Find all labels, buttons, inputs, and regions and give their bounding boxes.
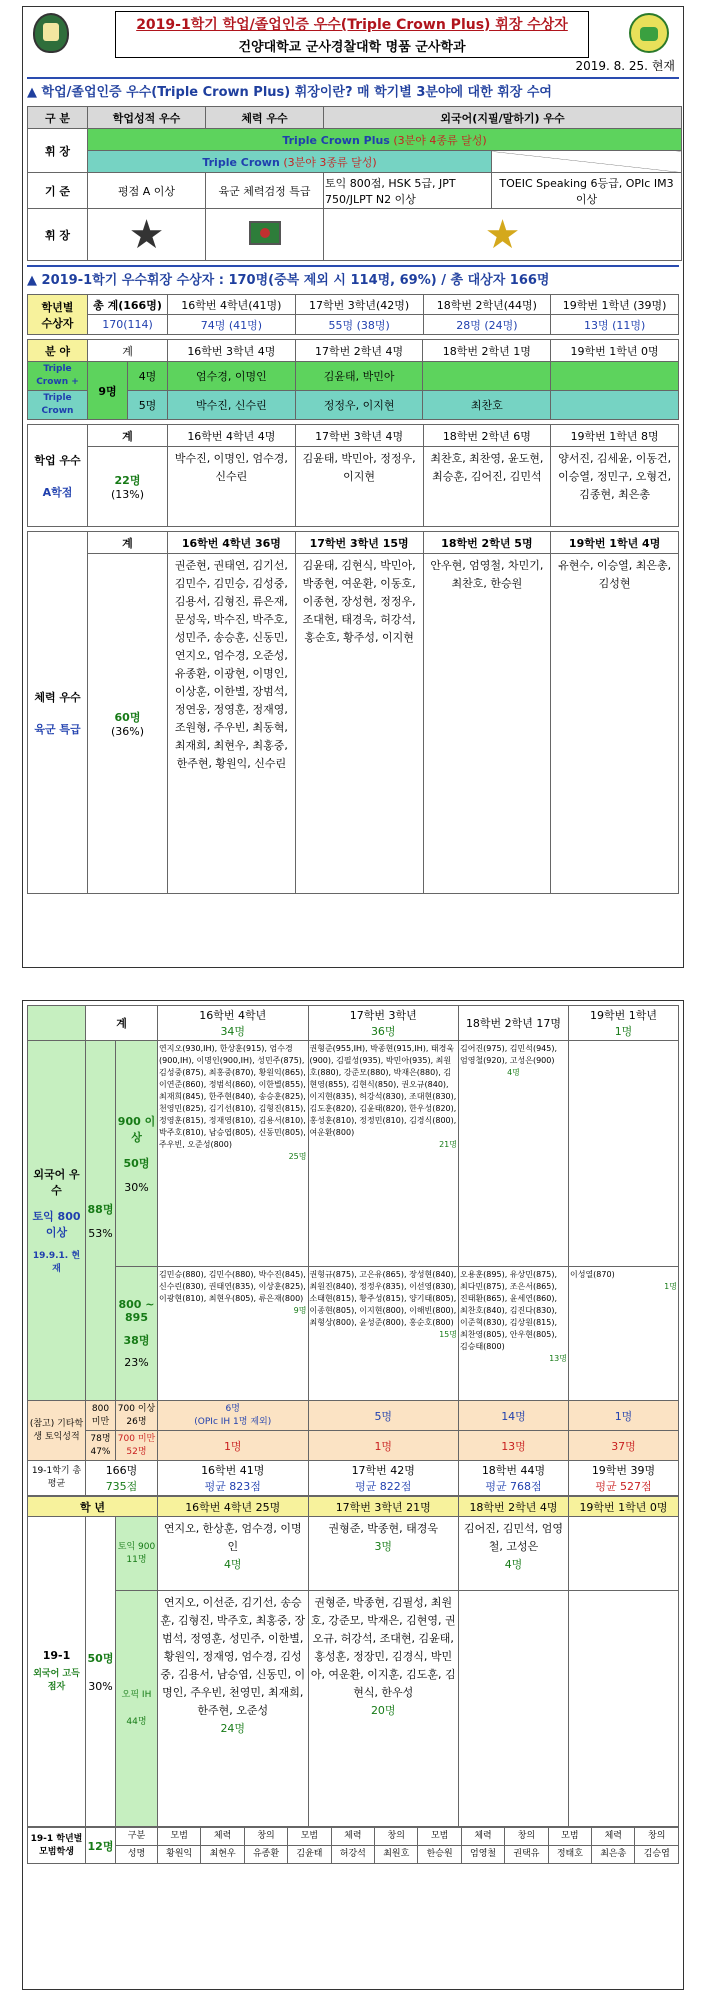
fitness-names-18: 안우현, 엄영철, 차민기, 최찬호, 한승원 bbox=[423, 554, 551, 894]
fitness-head-19: 19학번 1학년 4명 bbox=[551, 532, 679, 554]
g900-names-17: 권형준(955,IH), 박종현(915,IH), 태경욱(900), 김필성(935), 박민아(935), 최원호(880), 강준모(880), 박재은(880), 김현영(855), 김현식(850), 권오규(840), 이지현(835), 허강석(830), 조대현(830), 김도훈(820), 김윤태(820), 한우성(820), 홍성훈(810), 정정민(810), 김경식(800), 여운환(800) 21명 bbox=[308, 1041, 459, 1267]
col-val-17: 55명 (38명) bbox=[295, 315, 423, 335]
model-name: 최현우 bbox=[201, 1846, 244, 1864]
crown-table bbox=[27, 339, 679, 420]
c-academic: 평점 A 이상 bbox=[88, 173, 206, 209]
g900-cell: 900 이상 50명 30% bbox=[116, 1041, 158, 1267]
c-lang1: 토익 800점, HSK 5급, JPT 750/JLPT N2 이상 bbox=[324, 173, 492, 209]
lang-head-19: 19학번 1학년 1명 bbox=[569, 1006, 679, 1041]
fitness-h-sum: 계 bbox=[88, 532, 168, 554]
academic-names-18: 최찬호, 최찬영, 윤도현, 최승훈, 김어진, 김민석 bbox=[423, 447, 551, 527]
g800-names-17: 권형규(875), 고은유(865), 장성현(840), 최원진(840), 정정우(835), 이선영(830), 소태현(815), 황주성(815), 양기태(805), 이종현(805), 이지현(800), 이해빈(800), 최형상(800), 윤성준(800), 홍순호(800) 15명 bbox=[308, 1267, 459, 1401]
academic-star-icon: ★ bbox=[128, 211, 165, 258]
ref-up-16: 6명 (OPIc IH 1명 제외) bbox=[158, 1401, 308, 1431]
high-label-cell: 19-1 외국어 고득점자 bbox=[28, 1517, 86, 1827]
tc-row: Triple Crown (3분야 3종류 달성) bbox=[88, 151, 492, 173]
ref-down-18: 13명 bbox=[459, 1431, 569, 1461]
academic-head-18: 18학번 2학년 6명 bbox=[423, 425, 551, 447]
opic-names-18 bbox=[459, 1591, 569, 1827]
banner-summary: ▲ 2019-1학기 우수휘장 수상자 : 170명(중복 제외 시 114명, 69%) / 총 대상자 166명 bbox=[27, 273, 550, 288]
high-count-cell: 50명 30% bbox=[86, 1517, 116, 1827]
avg-total: 166명 735점 bbox=[86, 1461, 158, 1496]
opic-names-16: 연지오, 이선준, 김기선, 송승훈, 김형진, 박주호, 최홍중, 장범석, 정영훈, 성민주, 이한별, 황원익, 정재영, 엄수경, 김성중, 김용서, 남승엽, 신동민, 이명인, 주우빈, 천영민, 최재희, 한주현, 오준성 24명 bbox=[158, 1591, 308, 1827]
tc-names-17: 정정우, 이지현 bbox=[295, 391, 423, 420]
fitness-names-19: 유현수, 이승열, 최은총, 김성현 bbox=[551, 554, 679, 894]
language-star-icon: ★ bbox=[484, 211, 521, 258]
h-academic: 학업성적 우수 bbox=[88, 107, 206, 129]
ref-700down: 700 미만 52명 bbox=[116, 1431, 158, 1461]
academic-label-cell: 학업 우수 A학점 bbox=[28, 425, 88, 527]
lang-head-16: 16학번 4학년 34명 bbox=[158, 1006, 308, 1041]
award-definition-table bbox=[27, 106, 679, 261]
ref-under800: 800 미만 bbox=[86, 1401, 116, 1431]
h-lang: 외국어(지필/말하기) 우수 bbox=[324, 107, 682, 129]
model-name: 유종환 bbox=[244, 1846, 287, 1864]
avg-19: 19학번 39명 평균 527점 bbox=[569, 1461, 679, 1496]
fitness-names-16: 권준현, 권태연, 김기선, 김민수, 김민승, 김성중, 김용서, 김형진, 류은재, 문성욱, 박수진, 박주호, 성민주, 송승훈, 신동민, 연지오, 엄수경, 오준성, 유종환, 이광현, 이명인, 이상훈, 이한별, 장범석, 정연웅, 정영훈, 정재영, 조원형, 주우빈, 최동혁, 최재희, 최현우, 최홍중, 한주현, 황원익, 신수린 bbox=[168, 554, 296, 894]
academic-count-cell: 22명 (13%) bbox=[88, 447, 168, 527]
academic-head-16: 16학번 4학년 4명 bbox=[168, 425, 296, 447]
ref-cnt: 78명 47% bbox=[86, 1431, 116, 1461]
academic-names-17: 김윤태, 박민아, 정정우, 이지현 bbox=[295, 447, 423, 527]
fitness-head-17: 17학번 3학년 15명 bbox=[295, 532, 423, 554]
model-name: 권택유 bbox=[505, 1846, 548, 1864]
fitness-badge-icon bbox=[249, 221, 281, 245]
academic-names-19: 양서진, 김세윤, 이동건, 이승열, 정민구, 오형건, 김종현, 최은총 bbox=[551, 447, 679, 527]
ref-down-17: 1명 bbox=[308, 1431, 459, 1461]
page-title: 2019-1학기 학업/졸업인증 우수(Triple Crown Plus) 휘장 수상자 bbox=[136, 17, 568, 33]
model-name: 최원호 bbox=[375, 1846, 418, 1864]
high-h-year: 학 년 bbox=[28, 1497, 158, 1517]
mascot-icon bbox=[629, 13, 669, 53]
title-box bbox=[115, 11, 589, 58]
award-sheet-2 bbox=[22, 1000, 684, 1990]
high-head-19: 19학번 1학년 0명 bbox=[569, 1497, 679, 1517]
model-h-name: 성명 bbox=[116, 1846, 158, 1864]
g800-names-18: 오용훈(895), 유상민(875), 최다민(875), 조은서(865), 진태환(865), 윤세연(860), 최찬호(840), 김진다(830), 이준혁(830), 김상원(815), 최찬영(805), 안우현(805), 김승태(800) 13명 bbox=[459, 1267, 569, 1401]
row-badge: 휘 장 bbox=[28, 209, 88, 261]
row-insignia: 휘 장 bbox=[28, 129, 88, 173]
model-count: 12명 bbox=[86, 1828, 116, 1864]
row-criteria: 기 준 bbox=[28, 173, 88, 209]
crown-head-17: 17학번 2학년 4명 bbox=[295, 340, 423, 362]
c-fitness: 육군 체력검정 특급 bbox=[206, 173, 324, 209]
total-label: 총 계(166명) bbox=[88, 295, 168, 315]
crown-h-sum: 계 bbox=[88, 340, 168, 362]
banner-intro: ▲ 학업/졸업인증 우수(Triple Crown Plus) 휘장이란? 매 학기별 3분야에 대한 휘장 수여 bbox=[27, 85, 552, 100]
toeic-cell: 토익 900 11명 bbox=[116, 1517, 158, 1591]
fitness-head-18: 18학번 2학년 5명 bbox=[423, 532, 551, 554]
opic-names-19 bbox=[569, 1591, 679, 1827]
lang-h-sum: 계 bbox=[86, 1006, 158, 1041]
academic-names-16: 박수진, 이명인, 엄수경, 신수린 bbox=[168, 447, 296, 527]
model-students-table: 19-1 학년별 모범학생 12명 구분 모범 체력 창의 모범 체력 창의 모범 체력 창의 모범 체력 창의 성명 황원익 최현우 유종환 김윤태 허강석 최원호 한승원 엄영철 권택유 정태호 최은총 김승엽 bbox=[27, 1827, 679, 1864]
tc-label: Triple Crown bbox=[28, 391, 88, 420]
g900-names-19 bbox=[569, 1041, 679, 1267]
ref-label: (참고) 기타학생 토익성적 bbox=[28, 1401, 86, 1461]
toeic-names-19 bbox=[569, 1517, 679, 1591]
tcp-names-19 bbox=[551, 362, 679, 391]
tcp-names-18 bbox=[423, 362, 551, 391]
avg-label: 19-1학기 총평균 bbox=[28, 1461, 86, 1496]
ref-up-18: 14명 bbox=[459, 1401, 569, 1431]
high-head-16: 16학번 4학년 25명 bbox=[158, 1497, 308, 1517]
ref-up-19: 1명 bbox=[569, 1401, 679, 1431]
ref-700up: 700 이상 26명 bbox=[116, 1401, 158, 1431]
opic-cell: 오픽 IH 44명 bbox=[116, 1591, 158, 1827]
ref-down-19: 37명 bbox=[569, 1431, 679, 1461]
opic-names-17: 권형준, 박종현, 김필성, 최원호, 강준모, 박재은, 김현영, 권오규, 허강석, 조대현, 김윤태, 홍성훈, 정장민, 김경식, 박민아, 여운환, 이지훈, 김도훈, 김현식, 한우성 20명 bbox=[308, 1591, 459, 1827]
model-name: 한승원 bbox=[418, 1846, 461, 1864]
lang-total-cell: 88명 53% bbox=[86, 1041, 116, 1401]
model-name: 허강석 bbox=[331, 1846, 374, 1864]
lang-label-cell: 외국어 우수 토익 800 이상 19.9.1. 현재 bbox=[28, 1041, 86, 1401]
fitness-head-16: 16학번 4학년 36명 bbox=[168, 532, 296, 554]
high-head-18: 18학번 2학년 4명 bbox=[459, 1497, 569, 1517]
fitness-table bbox=[27, 531, 679, 894]
c-lang2: TOEIC Speaking 6등급, OPIc IM3 이상 bbox=[492, 173, 682, 209]
tcp-row: Triple Crown Plus (3분야 4종류 달성) bbox=[88, 129, 682, 151]
crown-head-19: 19학번 1학년 0명 bbox=[551, 340, 679, 362]
toeic-names-17: 권형준, 박종현, 태경욱 3명 bbox=[308, 1517, 459, 1591]
model-name: 정태호 bbox=[548, 1846, 591, 1864]
toeic-names-16: 연지오, 한상훈, 엄수경, 이명인 4명 bbox=[158, 1517, 308, 1591]
model-label: 19-1 학년별 모범학생 bbox=[28, 1828, 86, 1864]
fitness-label-cell: 체력 우수 육군 특급 bbox=[28, 532, 88, 894]
tc-names-18: 최찬호 bbox=[423, 391, 551, 420]
tcp-count: 4명 bbox=[128, 362, 168, 391]
g800-names-16: 김민승(880), 김민수(880), 박수진(845), 신수린(830), 권태연(835), 이상훈(825), 이광현(810), 최현우(805), 류은재(800) 9명 bbox=[158, 1267, 308, 1401]
model-name: 황원익 bbox=[158, 1846, 201, 1864]
g800-names-19: 이성열(870) 1명 bbox=[569, 1267, 679, 1401]
lang-head-17: 17학번 3학년 36명 bbox=[308, 1006, 459, 1041]
h-div: 구 분 bbox=[28, 107, 88, 129]
total-val: 170(114) bbox=[88, 315, 168, 335]
tcp-names-17: 김윤태, 박민아 bbox=[295, 362, 423, 391]
academic-head-19: 19학번 1학년 8명 bbox=[551, 425, 679, 447]
lang-head-18: 18학번 2학년 17명 bbox=[459, 1006, 569, 1041]
tcp-names-16: 엄수경, 이명인 bbox=[168, 362, 296, 391]
toeic-names-18: 김어진, 김민석, 엄영철, 고성은 4명 bbox=[459, 1517, 569, 1591]
col-head-17: 17학번 3학년(42명) bbox=[295, 295, 423, 315]
g800-cell: 800 ~ 895 38명 23% bbox=[116, 1267, 158, 1401]
tc-names-16: 박수진, 신수린 bbox=[168, 391, 296, 420]
h-field: 분 야 bbox=[28, 340, 88, 362]
h-fitness: 체력 우수 bbox=[206, 107, 324, 129]
g900-names-16: 연지오(930,IH), 한상훈(915), 엄수경(900,IH), 이명인(900,IH), 성민주(875), 김성중(875), 최홍중(870), 황원익(865), 이연준(860), 정범석(860), 이한별(855), 최재희(845), 한주현(840), 송승훈(825), 천영민(825), 김기선(810), 김형진(815), 정영훈(815), 정재영(810), 김용서(810), 박주호(810), 남승엽(805), 신동민(805), 주우빈, 오준성(800) 25명 bbox=[158, 1041, 308, 1267]
date-stamp: 2019. 8. 25. 현재 bbox=[575, 59, 675, 73]
avg-18: 18학번 44명 평균 768점 bbox=[459, 1461, 569, 1496]
academic-h-sum: 계 bbox=[88, 425, 168, 447]
g900-names-18: 김어진(975), 김민석(945), 엄영철(920), 고성은(900) 4명 bbox=[459, 1041, 569, 1267]
model-name: 최은총 bbox=[592, 1846, 635, 1864]
fitness-count-cell: 60명 (36%) bbox=[88, 554, 168, 894]
academic-head-17: 17학번 3학년 4명 bbox=[295, 425, 423, 447]
language-table bbox=[27, 1005, 679, 1496]
model-name: 김윤태 bbox=[288, 1846, 331, 1864]
crown-head-18: 18학번 2학년 1명 bbox=[423, 340, 551, 362]
tcp-label: Triple Crown + bbox=[28, 362, 88, 391]
avg-17: 17학번 42명 평균 822점 bbox=[308, 1461, 459, 1496]
ref-down-16: 1명 bbox=[158, 1431, 308, 1461]
col-val-16: 74명 (41명) bbox=[168, 315, 296, 335]
academic-table bbox=[27, 424, 679, 527]
col-head-18: 18학번 2학년(44명) bbox=[423, 295, 551, 315]
ref-up-17: 5명 bbox=[308, 1401, 459, 1431]
model-name: 김승엽 bbox=[635, 1846, 679, 1864]
h-year-winner: 학년별 수상자 bbox=[28, 295, 88, 335]
tc-count: 5명 bbox=[128, 391, 168, 420]
tc-names-19 bbox=[551, 391, 679, 420]
sheet-header bbox=[23, 7, 683, 77]
fitness-names-17: 김윤태, 김현식, 박민아, 박종현, 여운환, 이동호, 이종현, 장성현, 정정우, 조대현, 태경욱, 허강석, 홍순호, 황주성, 이지현 bbox=[295, 554, 423, 894]
crown-head-16: 16학번 3학년 4명 bbox=[168, 340, 296, 362]
university-emblem-icon bbox=[33, 13, 69, 53]
avg-16: 16학번 41명 평균 823점 bbox=[158, 1461, 308, 1496]
crown-total: 9명 bbox=[88, 362, 128, 420]
summary-table bbox=[27, 294, 679, 335]
model-h-div: 구분 bbox=[116, 1828, 158, 1846]
col-val-19: 13명 (11명) bbox=[551, 315, 679, 335]
col-head-16: 16학번 4학년(41명) bbox=[168, 295, 296, 315]
award-sheet-1 bbox=[22, 6, 684, 968]
col-val-18: 28명 (24명) bbox=[423, 315, 551, 335]
col-head-19: 19학번 1학년 (39명) bbox=[551, 295, 679, 315]
page-subtitle: 건양대학교 군사경찰대학 명품 군사학과 bbox=[238, 40, 466, 55]
high-head-17: 17학번 3학년 21명 bbox=[308, 1497, 459, 1517]
model-name: 엄영철 bbox=[461, 1846, 504, 1864]
high-score-table bbox=[27, 1496, 679, 1827]
